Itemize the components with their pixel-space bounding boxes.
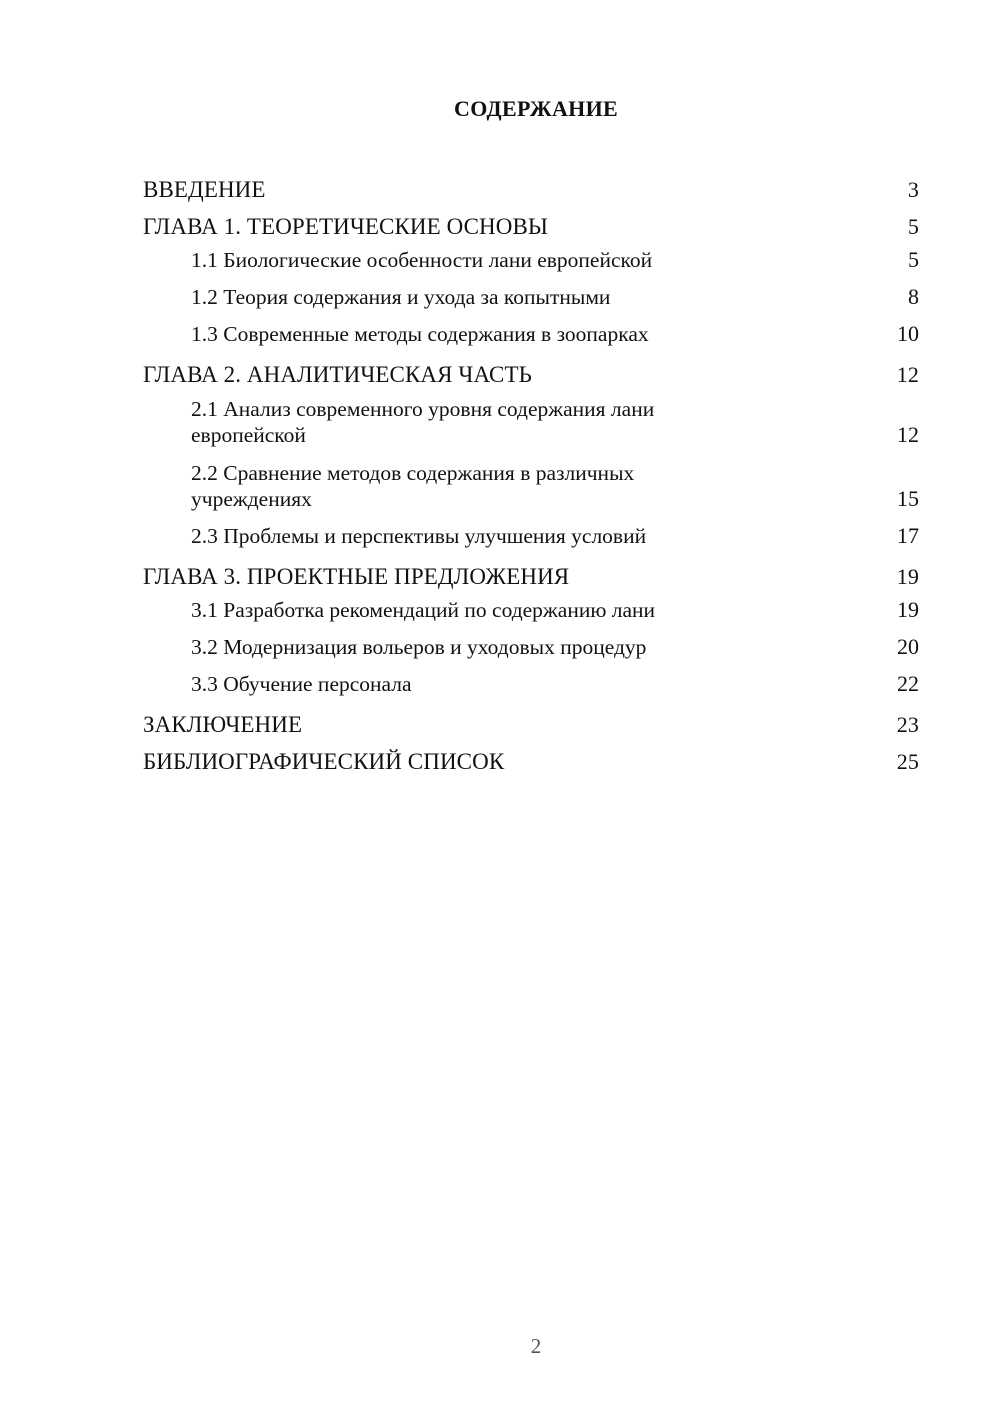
toc-entry-page: 17 <box>897 523 919 548</box>
page-number: 2 <box>530 1334 542 1358</box>
toc-entry-chapter-1[interactable] <box>143 203 919 240</box>
toc-entry-page: 25 <box>896 749 919 774</box>
toc-entry-text: 2.2 Сравнение методов содержания в различных учреждениях <box>191 461 635 511</box>
toc-entry-section-1-3[interactable] <box>143 314 919 351</box>
toc-entry-text: ВВЕДЕНИЕ <box>143 177 266 202</box>
toc-entry-section-1-2[interactable] <box>143 277 919 314</box>
toc-entry-page: 5 <box>908 247 919 272</box>
toc-title: СОДЕРЖАНИЕ <box>454 96 618 121</box>
toc-entry-page: 20 <box>897 634 919 659</box>
toc-entry-conclusion[interactable] <box>143 701 919 738</box>
toc-entry-text: 3.1 Разработка рекомендаций по содержанию лани <box>191 598 656 622</box>
toc-entry-text: 1.1 Биологические особенности лани европейской <box>191 248 653 272</box>
toc-entry-section-2-1[interactable] <box>143 388 919 452</box>
toc-entry-bibliography[interactable] <box>143 738 919 775</box>
toc-entry-text: 2.3 Проблемы и перспективы улучшения условий <box>191 524 647 548</box>
toc-entry-section-3-2[interactable] <box>143 627 919 664</box>
toc-entry-chapter-2[interactable] <box>143 351 919 388</box>
toc-entry-chapter-3[interactable] <box>143 553 919 590</box>
toc-entry-section-1-1[interactable] <box>143 240 919 277</box>
toc-entry-page: 19 <box>896 564 919 589</box>
toc-entry-text: БИБЛИОГРАФИЧЕСКИЙ СПИСОК <box>143 749 505 774</box>
toc-entry-section-3-3[interactable] <box>143 664 919 701</box>
toc-entry-page: 15 <box>897 486 919 511</box>
toc-entry-page: 23 <box>896 712 919 737</box>
toc-entry-text: 1.2 Теория содержания и ухода за копытными <box>191 285 611 309</box>
toc-entry-text: ГЛАВА 3. ПРОЕКТНЫЕ ПРЕДЛОЖЕНИЯ <box>143 564 570 589</box>
toc-entry-text: ГЛАВА 1. ТЕОРЕТИЧЕСКИЕ ОСНОВЫ <box>143 214 549 239</box>
toc-entry-page: 5 <box>907 214 919 239</box>
toc-entry-text: 3.2 Модернизация вольеров и уходовых процедур <box>191 635 647 659</box>
toc-entry-page: 12 <box>897 422 919 447</box>
toc-entry-page: 12 <box>896 362 919 387</box>
toc-entry-page: 3 <box>907 177 919 202</box>
toc-entry-page: 10 <box>897 321 919 346</box>
toc-entry-introduction[interactable] <box>143 166 919 203</box>
toc-entry-text: 1.3 Современные методы содержания в зоопарках <box>191 322 649 346</box>
toc-entry-text: ЗАКЛЮЧЕНИЕ <box>143 712 303 737</box>
toc-entry-page: 8 <box>908 284 919 309</box>
toc-entry-section-2-3[interactable] <box>143 516 919 553</box>
toc-entry-page: 22 <box>897 671 919 696</box>
toc-entry-text: 2.1 Анализ современного уровня содержания лани европейской <box>191 397 655 447</box>
toc-entry-section-3-1[interactable] <box>143 590 919 627</box>
toc-entry-text: ГЛАВА 2. АНАЛИТИЧЕСКАЯ ЧАСТЬ <box>143 362 532 387</box>
toc-entry-section-2-2[interactable] <box>143 452 919 516</box>
table-of-contents <box>143 166 919 775</box>
toc-entry-text: 3.3 Обучение персонала <box>191 672 412 696</box>
toc-entry-page: 19 <box>897 597 919 622</box>
